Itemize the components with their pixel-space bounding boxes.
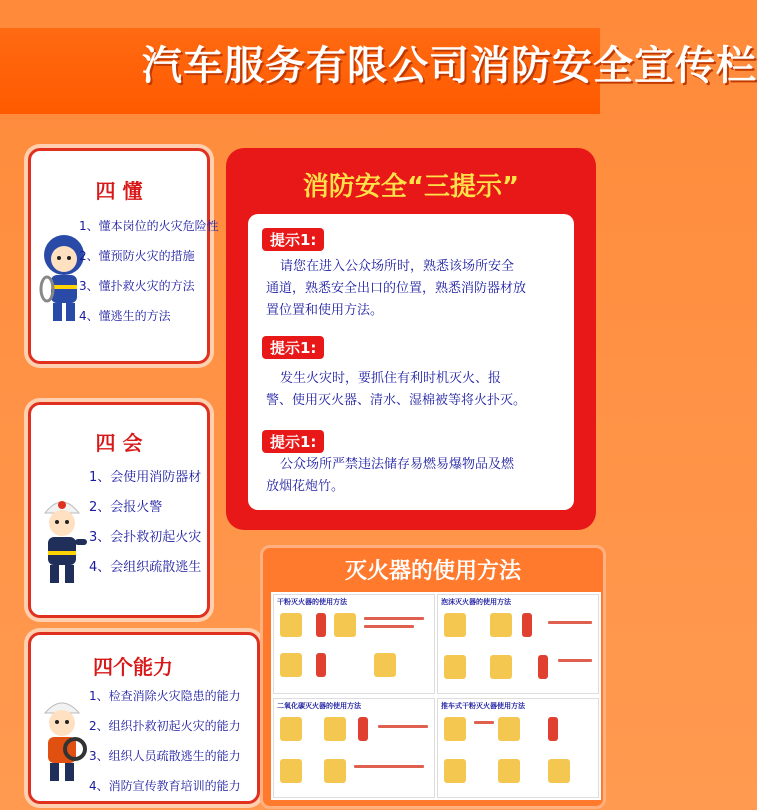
list-item: 1、检查消除火灾隐患的能力	[89, 689, 241, 703]
tip-text	[266, 454, 566, 498]
card-title: 四个能力	[93, 655, 173, 679]
tip-line: 公众场所严禁违法储存易燃易爆物品及燃	[280, 457, 515, 472]
caption-line	[364, 625, 414, 628]
list-item: 3、懂扑救火灾的方法	[79, 279, 195, 293]
tip-badge: 提示1:	[262, 336, 324, 359]
list-item: 4、懂逃生的方法	[79, 309, 171, 323]
extinguisher-panel	[273, 698, 435, 798]
tip-line: 请您在进入公众场所时，熟悉该场所安全	[280, 259, 515, 274]
extinguisher-title: 灭火器的使用方法	[344, 559, 521, 584]
step-figure	[444, 717, 466, 741]
step-figure	[280, 759, 302, 783]
panel-title: 泡沫灭火器的使用方法	[441, 598, 511, 606]
caption-line	[558, 659, 592, 662]
tip-line: 置位置和使用方法。	[266, 303, 384, 318]
extinguisher-diagram-sheet	[271, 592, 601, 800]
card-title: 四 会	[95, 431, 143, 455]
tip-line: 放烟花炮竹。	[266, 479, 345, 494]
extinguisher-icon	[316, 653, 326, 677]
page-title: 汽车服务有限公司消防安全宣传栏	[142, 43, 757, 89]
extinguisher-icon	[548, 717, 558, 741]
list-item: 2、会报火警	[89, 500, 163, 515]
list-item: 2、组织扑救初起火灾的能力	[89, 719, 241, 733]
tip-text	[266, 256, 566, 322]
tip-text	[266, 368, 566, 412]
step-figure	[498, 759, 520, 783]
step-figure	[548, 759, 570, 783]
tip-line: 警、使用灭火器、清水、湿棉被等将火扑灭。	[266, 393, 527, 408]
panel-title: 推车式干粉灭火器使用方法	[441, 702, 525, 710]
four-can-list	[89, 463, 201, 583]
step-figure	[280, 613, 302, 637]
panel-title: 干粉灭火器的使用方法	[277, 598, 347, 606]
list-item: 4、消防宣传教育培训的能力	[89, 779, 241, 793]
list-item: 3、会扑救初起火灾	[89, 530, 202, 545]
tip-badge: 提示1:	[262, 430, 324, 453]
list-item: 1、懂本岗位的火灾危险性	[79, 219, 219, 233]
firefighter-hose-mascot-icon	[37, 691, 87, 787]
step-figure	[498, 717, 520, 741]
caption-line	[548, 621, 592, 624]
step-figure	[280, 653, 302, 677]
extinguisher-icon	[358, 717, 368, 741]
step-figure	[280, 717, 302, 741]
step-figure	[444, 655, 466, 679]
four-abilities-list	[89, 681, 241, 801]
step-figure	[490, 613, 512, 637]
extinguisher-usage-panel	[260, 545, 606, 809]
step-figure	[374, 653, 396, 677]
list-item: 1、会使用消防器材	[89, 470, 202, 485]
extinguisher-panel	[273, 594, 435, 694]
tip-line: 发生火灾时，要抓住有利时机灭火、报	[280, 371, 502, 386]
tip-badge: 提示1:	[262, 228, 324, 251]
caption-line	[354, 765, 424, 768]
panel-title: 二氧化碳灭火器的使用方法	[277, 702, 361, 710]
step-figure	[444, 759, 466, 783]
step-figure	[334, 613, 356, 637]
extinguisher-icon	[538, 655, 548, 679]
step-figure	[324, 759, 346, 783]
extinguisher-panel	[437, 594, 599, 694]
step-figure	[324, 717, 346, 741]
tip-line: 通道，熟悉安全出口的位置，熟悉消防器材放	[266, 281, 527, 296]
caption-line	[378, 725, 428, 728]
four-understand-card	[28, 148, 219, 364]
caption-line	[474, 721, 494, 724]
extinguisher-panel	[437, 698, 599, 798]
four-abilities-card	[28, 632, 260, 804]
extinguisher-icon	[522, 613, 532, 637]
tips-content	[248, 214, 574, 510]
step-figure	[490, 655, 512, 679]
list-item: 2、懂预防火灾的措施	[79, 249, 195, 263]
four-understand-list	[79, 211, 219, 331]
four-can-card	[28, 402, 210, 618]
step-figure	[444, 613, 466, 637]
safety-tips-panel	[226, 148, 596, 530]
extinguisher-icon	[316, 613, 326, 637]
firefighter-helmet-mascot-icon	[37, 491, 87, 587]
list-item: 4、会组织疏散逃生	[89, 560, 202, 575]
card-title: 四 懂	[95, 179, 143, 203]
list-item: 3、组织人员疏散逃生的能力	[89, 749, 241, 763]
caption-line	[364, 617, 424, 620]
tips-title: 消防安全“三提示”	[302, 172, 520, 202]
